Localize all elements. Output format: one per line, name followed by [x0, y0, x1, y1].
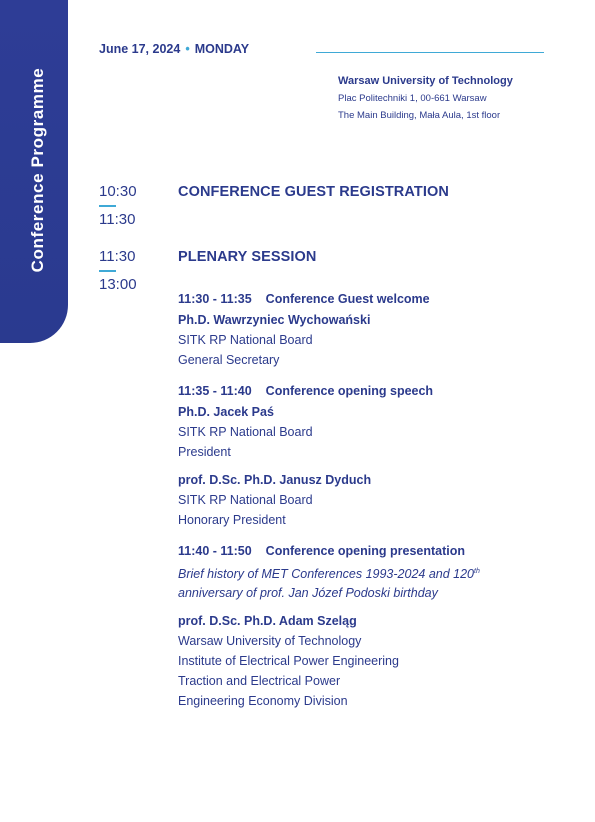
agenda-item — [178, 292, 558, 370]
speaker-name: Ph.D. Wawrzyniec Wychowański — [178, 313, 371, 327]
section-title-plenary: PLENARY SESSION — [178, 249, 317, 265]
speaker — [178, 470, 558, 530]
time-start: 10:30 — [99, 183, 137, 200]
speaker-affiliation: SITK RP National Board — [178, 425, 313, 439]
time-separator — [99, 270, 116, 272]
agenda-item-time: 11:35 - 11:40 — [178, 384, 252, 398]
section-title-registration: CONFERENCE GUEST REGISTRATION — [178, 184, 449, 200]
venue-location: The Main Building, Mała Aula, 1st floor — [338, 110, 501, 121]
speaker-role: President — [178, 445, 231, 459]
speaker-affiliation: Warsaw University of Technology — [178, 634, 362, 649]
date-line — [99, 42, 249, 56]
venue-name: Warsaw University of Technology — [338, 75, 513, 87]
speaker-role: General Secretary — [178, 353, 280, 367]
speaker — [178, 611, 558, 711]
weekday-text: MONDAY — [194, 42, 250, 56]
agenda-item-title: Conference opening speech — [265, 384, 434, 398]
speaker-division: Engineering Economy Division — [178, 694, 348, 709]
date-separator: • — [185, 42, 190, 56]
agenda-item-time: 11:40 - 11:50 — [178, 544, 252, 558]
time-end: 11:30 — [99, 211, 136, 228]
presentation-description — [178, 562, 558, 603]
sidebar-title: Conference Programme — [28, 67, 47, 273]
agenda-item-heading — [178, 544, 558, 558]
ordinal-suffix: th — [474, 568, 480, 575]
speaker — [178, 402, 558, 462]
time-range-plenary — [99, 248, 137, 294]
agenda-item-heading — [178, 292, 558, 306]
agenda-item-time: 11:30 - 11:35 — [178, 292, 252, 306]
agenda-item — [178, 544, 558, 711]
header-rule — [316, 52, 544, 53]
presentation-description-line2: anniversary of prof. Jan Józef Podoski birthday — [178, 586, 438, 601]
agenda-item-title: Conference Guest welcome — [265, 292, 430, 306]
time-start: 11:30 — [99, 248, 136, 265]
speaker — [178, 310, 558, 370]
time-range-registration — [99, 183, 137, 229]
speaker-role: Honorary President — [178, 513, 286, 527]
speaker-affiliation: SITK RP National Board — [178, 333, 313, 347]
presentation-description-line1: Brief history of MET Conferences 1993-2024 and 120 — [178, 567, 475, 582]
plenary-content — [178, 292, 558, 725]
speaker-name: prof. D.Sc. Ph.D. Janusz Dyduch — [178, 473, 372, 487]
speaker-division: Traction and Electrical Power — [178, 674, 341, 689]
speaker-name: Ph.D. Jacek Paś — [178, 405, 274, 419]
venue-block — [338, 73, 513, 124]
sidebar-tab — [0, 0, 68, 343]
speaker-affiliation: SITK RP National Board — [178, 493, 313, 507]
agenda-item-heading — [178, 384, 558, 398]
speaker-institute: Institute of Electrical Power Engineering — [178, 654, 399, 669]
time-separator — [99, 205, 116, 207]
date-text: June 17, 2024 — [99, 42, 181, 56]
time-end: 13:00 — [99, 276, 137, 293]
speaker-name: prof. D.Sc. Ph.D. Adam Szeląg — [178, 614, 357, 629]
agenda-item-title: Conference opening presentation — [265, 544, 466, 558]
agenda-item — [178, 384, 558, 530]
venue-address: Plac Politechniki 1, 00-661 Warsaw — [338, 93, 487, 104]
